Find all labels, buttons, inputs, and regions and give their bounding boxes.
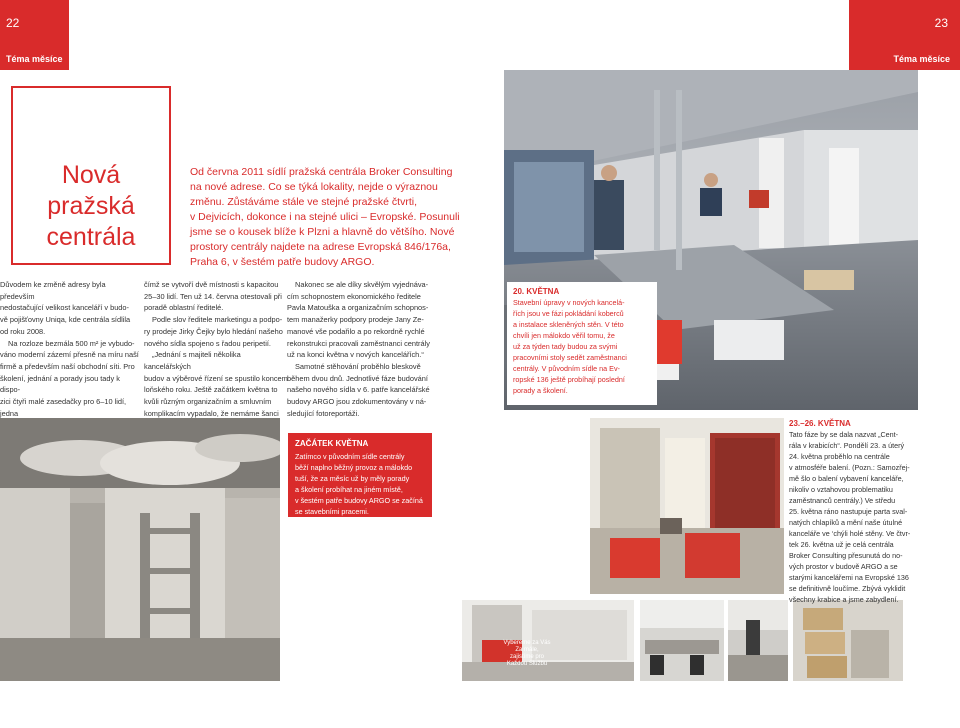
right-page-number: 23 <box>934 16 948 30</box>
right-header-bar <box>849 0 960 70</box>
photo-moving-office <box>590 418 784 594</box>
caption-may-20: 20. KVĚTNA Stavební úpravy v nových kancelá- řích jsou ve fázi pokládání koberců a instalace skleněných stěn. V této chvíli jen málokdo věřil tomu, že už za týden tady budou za svými pracovními stoly sedět zaměstnanci centrály. V původním sídle na Ev- ropské 136 ještě probíhají poslední porady a školení. <box>507 282 657 405</box>
right-section-label: Téma měsíce <box>893 54 950 64</box>
body-paragraph: čímž se vytvoří dvě místnosti s kapacitou 25–30 lidí. Ten už 14. června otestovali při poradě oblastní ředitelé. <box>144 280 282 313</box>
caption-heading: 23.–26. KVĚTNA <box>789 419 851 428</box>
lead-line: na nové adrese. Co se týká lokality, nejde o výraznou <box>190 181 438 193</box>
photo-construction-start <box>0 418 280 681</box>
lead-line: v Dejvicích, dokonce i na stejné ulici – Evropské. Posunuli <box>190 211 460 223</box>
left-header-bar <box>0 0 69 70</box>
photo-stacked-boxes <box>793 600 903 681</box>
lead-line: Praha 6, v šestém patře budovy ARGO. <box>190 256 375 268</box>
left-page-number: 22 <box>6 16 20 30</box>
caption-heading: 20. KVĚTNA <box>513 287 560 296</box>
title-line-1: Nová <box>61 161 121 189</box>
body-paragraph: Na rozloze bezmála 500 m² je vybudo- váno moderní zázemí přesně na míru naší firmě a především naší obchodní síti. Pro školení, jednání a porady jsou tady k dispo- zici čtyři malé zasedačky pro 6–10 lidí, jedna <box>0 338 139 418</box>
article-title-box <box>11 86 171 265</box>
left-section-label: Téma měsíce <box>6 54 63 64</box>
photo-open-office-1 <box>640 600 724 681</box>
body-paragraph: Důvodem ke změně adresy byla především nedostačující velikost kanceláří v budo- vě pojišťovny Uniqa, kde centrála sídlila od roku 2008. <box>0 280 131 336</box>
body-column-2 <box>144 279 288 431</box>
caption-heading: ZAČÁTEK KVĚTNA <box>295 439 369 448</box>
body-paragraph: Nakonec se ale díky skvělým vyjednáva- cím schopnostem ekonomického ředitele Pavla Matouška a organizačním schopnos- tem manažerky podpory prodeje Jany Ze- manové vše podařilo a po rekordně rychlé rekonstrukci pracovali zaměstnanci centrály už na konci května v nových kancelářích.“ Samotné stěhování proběhlo bleskově během dvou dnů. Jednotlivé fáze budování našeho nového sídla v 6. patře kancelářské budovy ARGO jsou zdokumentovány v ná- sledující fotoreportáži. <box>287 280 430 418</box>
lead-paragraph <box>190 165 490 270</box>
body-column-3 <box>287 279 447 419</box>
caption-may-start: ZAČÁTEK KVĚTNA Zatímco v původním sídle centrály běží naplno běžný provoz a málokdo tuší, že za měsíc už by měly porady a školení probíhat na jiném místě, v šestém patře budovy ARGO se začíná se stavebními pracemi. <box>288 433 432 517</box>
body-paragraph: Podle slov ředitele marketingu a podpo- ry prodeje Jirky Čejky bylo hledání našeho nového sídla spojeno s řadou peripetií. „Jednání s majiteli několika kancelářských budov a výběrové řízení se spustilo koncem loňského roku. Ještě začátkem května to kvůli různým organizačním a smluvním komplikacím vypadalo, že nemáme šanci <box>144 315 288 418</box>
caption-may-23-26: 23.–26. KVĚTNA Tato fáze by se dala nazvat „Cent- rála v krabicích“. Pondělí 23. a úterý 24. května proběhlo na centrále v atmosféře balení. (Pozn.: Samozřej- mě šlo o balení vybavení kanceláře, nikoliv o vztahovou problematiku zaměstnanců centrály.) Ve středu 25. května ráno nastupuje parta sval- natých chlapíků a mění naše útulné kanceláře ve ‘chýli holé stěny. Ve čtvr- tek 26. května už je celá centrála Broker Consulting přesunutá do no- vých prostor v budově ARGO a se starými kancelářemi na Evropské 136 se definitivně loučíme. Zbývá vyklidit všechny krabice a jsme zabydlení. <box>787 418 913 594</box>
lead-line: změnu. Zůstáváme stále ve stejné pražské čtvrti, <box>190 196 418 208</box>
title-line-2: pražská <box>47 192 135 220</box>
poster-label: Vybereme za Vás Za mále, zajistíme pro Každou Službu <box>503 640 551 667</box>
title-line-3: centrála <box>46 223 136 251</box>
lead-line: prostory centrály najdete na adrese Evropská 846/176a, <box>190 241 451 253</box>
photo-open-office-2 <box>728 600 788 681</box>
lead-line: jsme se o kousek blíže k Plzni a hlavně do většího. Nové <box>190 226 455 238</box>
article-title <box>13 160 169 253</box>
lead-line: Od června 2011 sídlí pražská centrála Broker Consulting <box>190 166 453 178</box>
